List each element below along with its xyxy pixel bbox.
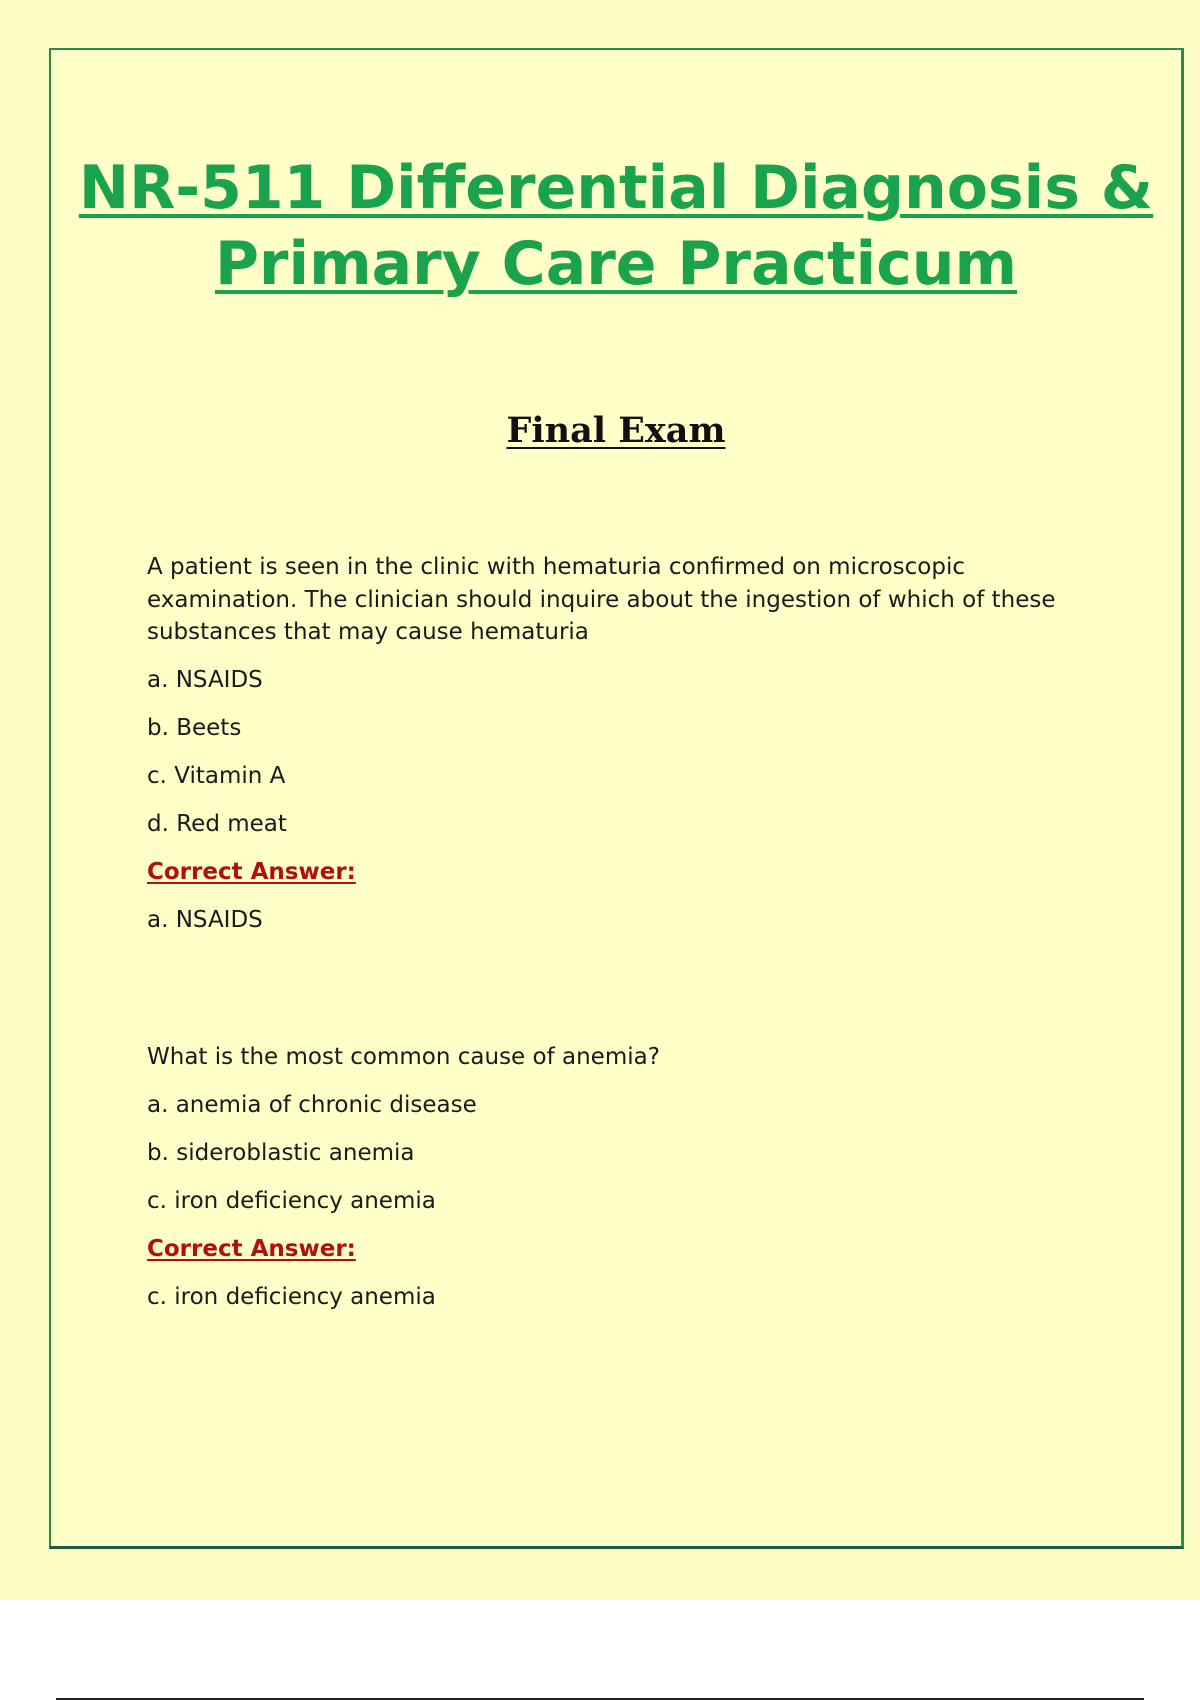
- correct-answer-label: Correct Answer:: [147, 1236, 356, 1262]
- question-block-2: [147, 1040, 1097, 1314]
- answer-option-c: c. Vitamin A: [147, 762, 286, 789]
- correct-answer-value: a. NSAIDS: [147, 906, 263, 933]
- question-text: What is the most common cause of anemia?: [147, 1044, 660, 1070]
- answer-option-a: a. NSAIDS: [147, 666, 263, 693]
- answer-option-a: a. anemia of chronic disease: [147, 1092, 477, 1118]
- title-line-1: NR-511 Differential Diagnosis &: [78, 153, 1154, 223]
- exam-subtitle: Final Exam: [506, 410, 726, 451]
- title-line-2: Primary Care Practicum: [214, 229, 1018, 299]
- answer-option-d: d. Red meat: [147, 810, 287, 837]
- question-text: A patient is seen in the clinic with hematuria confirmed on microscopic examination. The clinician should inquire about the ingestion of which of these substances that may cause hematuria: [147, 554, 1056, 645]
- document-title: [51, 150, 1181, 302]
- correct-answer-label: Correct Answer:: [147, 858, 356, 885]
- answer-option-c: c. iron deficiency anemia: [147, 1188, 436, 1214]
- document-frame: [49, 48, 1184, 1549]
- correct-answer-value: c. iron deficiency anemia: [147, 1284, 436, 1310]
- answer-option-b: b. Beets: [147, 714, 242, 741]
- question-block-1: [147, 551, 1097, 937]
- answer-option-b: b. sideroblastic anemia: [147, 1140, 415, 1166]
